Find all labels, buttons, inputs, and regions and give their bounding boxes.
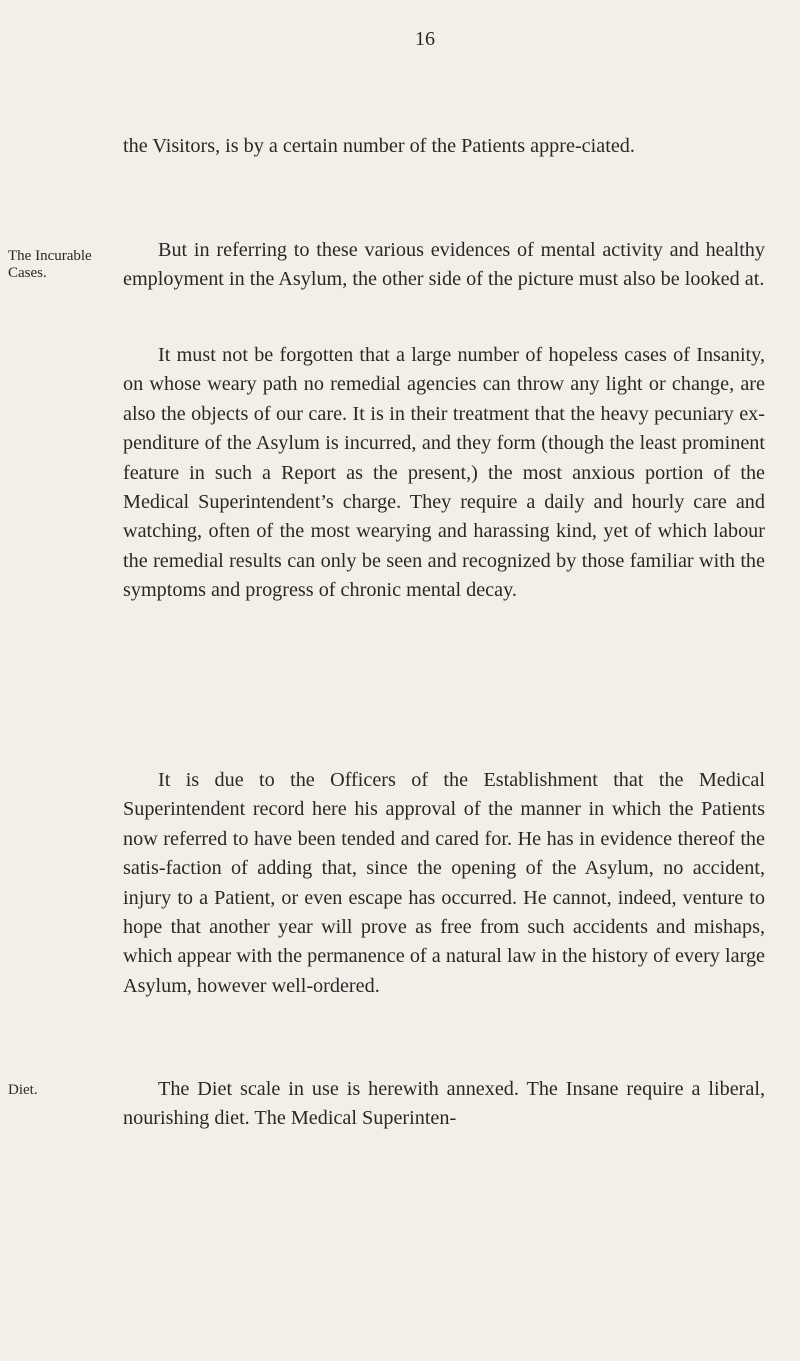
margin-note-incurable-cases: The Incurable Cases.	[8, 248, 92, 281]
body-paragraph-4	[123, 766, 765, 1001]
paragraph-text: the Visitors, is by a certain number of the Patients appre-ciated.	[123, 135, 635, 157]
paragraph-text: But in referring to these various evidences of mental activity and healthy employment in the Asylum, the other side of the picture must also be looked at.	[123, 239, 765, 291]
page-number: 16	[415, 28, 435, 50]
margin-note-diet: Diet.	[8, 1082, 38, 1098]
paragraph-text: It is due to the Officers of the Establishment that the Medical Superintendent record here his approval of the manner in which the Patients now referred to have been tended and cared for. He has in evidence thereof the satis-faction of adding that, since the opening of the Asylum, no accident, injury to a Patient, or even escape has occurred. He cannot, indeed, venture to hope that another year will prove as free from such accidents and mishaps, which appear with the permanence of a natural law in the history of every large Asylum, however well-ordered.	[123, 769, 765, 997]
paragraph-text: It must not be forgotten that a large number of hopeless cases of Insanity, on whose weary path no remedial agencies can throw any light or change, are also the objects of our care. It is in their treatment that the heavy pecuniary ex-penditure of the Asylum is incurred, and they form (though the least prominent feature in such a Report as the present,) the most anxious portion of the Medical Superintendent’s charge. They require a daily and hourly care and watching, often of the most wearying and harassing kind, yet of which labour the remedial results can only be seen and recognized by those familiar with the symptoms and progress of chronic mental decay.	[123, 344, 765, 602]
body-paragraph-3	[123, 341, 765, 606]
paragraph-text: The Diet scale in use is herewith annexed. The Insane require a liberal, nourishing diet. The Medical Superinten-	[123, 1078, 765, 1130]
body-paragraph-2	[123, 236, 765, 295]
body-paragraph-1	[123, 132, 765, 161]
body-paragraph-5	[123, 1075, 765, 1134]
